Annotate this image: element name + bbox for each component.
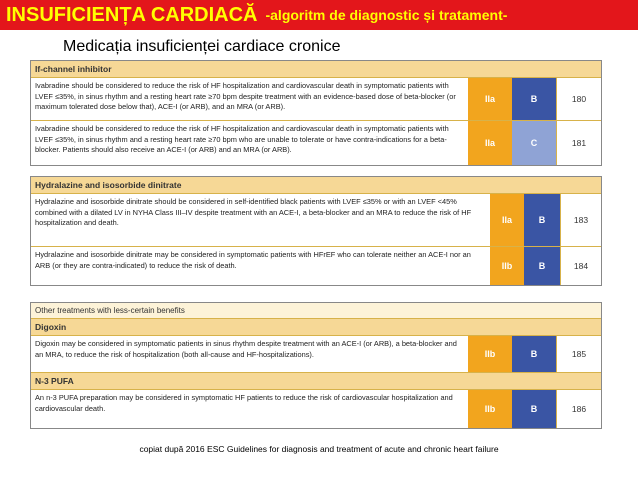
class-cell: IIa: [468, 121, 512, 165]
slide-title: INSUFICIENȚA CARDIACĂ: [6, 3, 258, 26]
ref-cell: 180: [556, 78, 601, 120]
digoxin-header: Digoxin: [31, 319, 601, 336]
table-row: [31, 121, 601, 165]
slide-subtitle: -algoritm de diagnostic și tratament-: [265, 7, 508, 23]
recommendation-text: Hydralazine and isosorbide dinitrate may be considered in symptomatic patients with HFrEF who can tolerate neither an ACE-I nor an ARB (or they are contra-indicated) to reduce the risk of death.: [31, 247, 490, 285]
level-cell: B: [524, 194, 560, 246]
recommendation-text: Hydralazine and isosorbide dinitrate should be considered in self-identified black patients with LVEF ≤35% or with an LVEF <45% combined with a dilated LV in NYHA Class III–IV despite treatment with an ACE-I, a beta-blocker and an MRA to reduce the risk of HF hospitalization and death.: [31, 194, 490, 246]
ref-cell: 184: [560, 247, 601, 285]
page-subtitle: Medicația insuficienței cardiace cronice: [63, 38, 341, 55]
ref-cell: 186: [556, 390, 601, 428]
ref-cell: 185: [556, 336, 601, 372]
class-cell: IIa: [490, 194, 524, 246]
ref-cell: 183: [560, 194, 601, 246]
other-treatments-section: [30, 302, 602, 429]
class-cell: IIb: [468, 336, 512, 372]
if-channel-section: [30, 60, 602, 166]
recommendation-text: Ivabradine should be considered to reduce the risk of HF hospitalization and cardiovascular death in symptomatic patients with LVEF ≤35%, in sinus rhythm and a resting heart rate ≥70 bpm who are unable to tolerate or have contra-indications for a beta-blocker. Patients should also receive an ACE-I (or ARB) and an MRA (or ARB).: [31, 121, 468, 165]
recommendation-text: Ivabradine should be considered to reduce the risk of HF hospitalization and cardiovascular death in symptomatic patients with LVEF ≤35%, in sinus rhythm and a resting heart rate ≥70 bpm despite treatment with an evidence-based dose of beta-blocker (or maximum tolerated dose below that), ACE-I (or ARB), and an MRA (or ARB).: [31, 78, 468, 120]
recommendation-text: Digoxin may be considered in symptomatic patients in sinus rhythm despite treatment with an ACE-I (or ARB), a beta-blocker and an MRA, to reduce the risk of hospitalization (both all-cause and HF-hospitalizations).: [31, 336, 468, 372]
class-cell: IIb: [490, 247, 524, 285]
table-row: [31, 390, 601, 428]
class-cell: IIb: [468, 390, 512, 428]
table-row: [31, 247, 601, 285]
table-row: [31, 78, 601, 121]
table-row: [31, 336, 601, 373]
level-cell: B: [524, 247, 560, 285]
level-cell: B: [512, 336, 556, 372]
level-cell: C: [512, 121, 556, 165]
ref-cell: 181: [556, 121, 601, 165]
hydralazine-section: [30, 176, 602, 286]
class-cell: IIa: [468, 78, 512, 120]
if-channel-header: If-channel inhibitor: [31, 61, 601, 78]
table-row: [31, 194, 601, 247]
other-treatments-header: Other treatments with less-certain benefits: [31, 303, 601, 319]
level-cell: B: [512, 78, 556, 120]
pufa-header: N-3 PUFA: [31, 373, 601, 390]
source-footer: copiat după 2016 ESC Guidelines for diagnosis and treatment of acute and chronic heart failure: [139, 444, 499, 454]
title-bar: [0, 0, 638, 30]
hydralazine-header: Hydralazine and isosorbide dinitrate: [31, 177, 601, 194]
level-cell: B: [512, 390, 556, 428]
recommendation-text: An n-3 PUFA preparation may be considered in symptomatic HF patients to reduce the risk of cardiovascular hospitalization and cardiovascular death.: [31, 390, 468, 428]
